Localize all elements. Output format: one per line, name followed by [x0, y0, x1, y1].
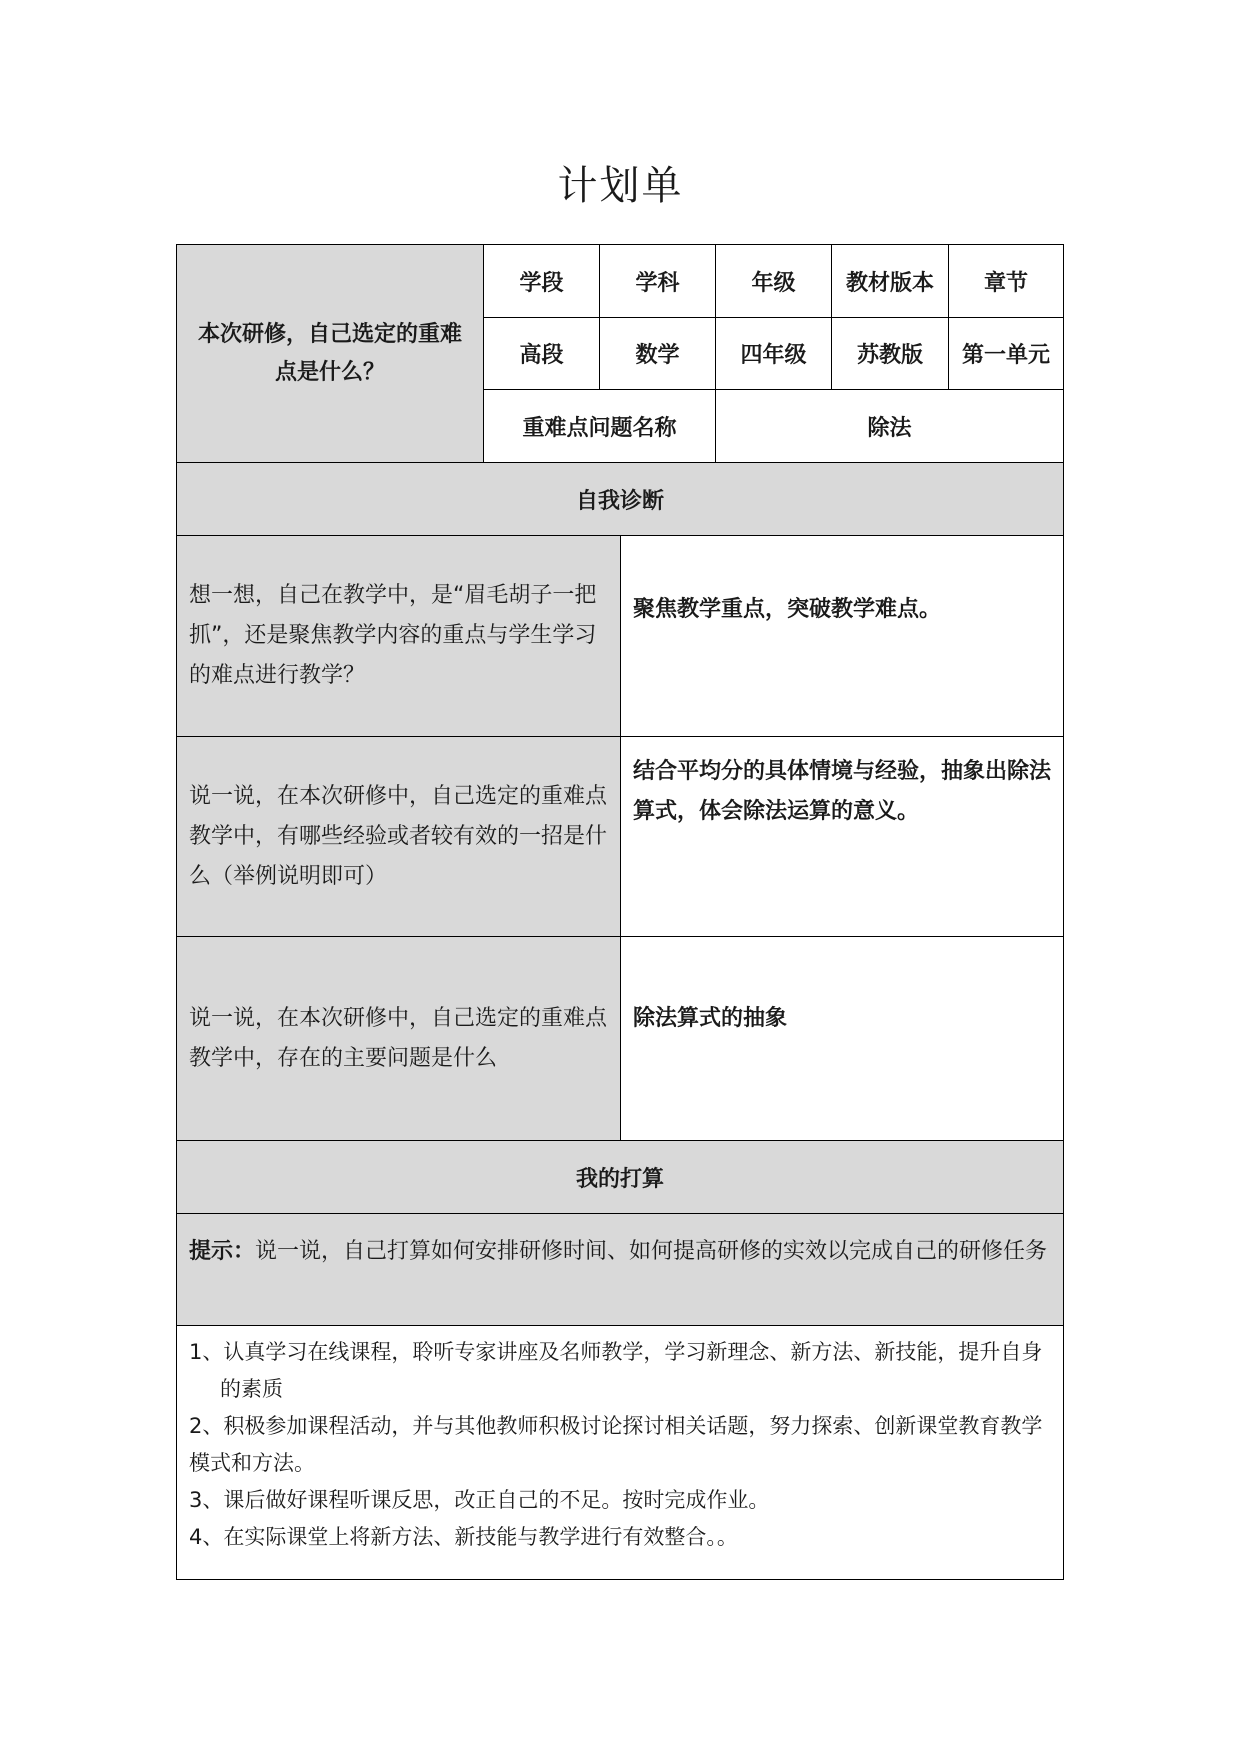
col-label-subject: 学科 — [600, 245, 716, 318]
plan-list — [177, 1326, 1063, 1579]
diagnosis-answer-3 — [621, 937, 1063, 1141]
diagnosis-question-3 — [177, 937, 621, 1141]
header-question — [177, 245, 484, 463]
col-label-chapter: 章节 — [949, 245, 1063, 318]
diagnosis-answer-2 — [621, 737, 1063, 937]
value-stage: 高段 — [484, 318, 600, 390]
header-question-text: 本次研修，自己选定的重难点是什么？ — [197, 321, 462, 385]
list-item: 4、在实际课堂上将新方法、新技能与教学进行有效整合。。 — [189, 1525, 738, 1549]
problem-value: 除法 — [716, 390, 1063, 463]
col-label-stage: 学段 — [484, 245, 600, 318]
value-grade: 四年级 — [716, 318, 832, 390]
list-item: 3、课后做好课程听课反思，改正自己的不足。按时完成作业。 — [189, 1488, 770, 1512]
diagnosis-answer-3-text: 除法算式的抽象 — [633, 1006, 788, 1031]
diagnosis-question-2 — [177, 737, 621, 937]
value-chapter: 第一单元 — [949, 318, 1063, 390]
self-diagnosis-heading: 自我诊断 — [177, 463, 1063, 536]
diagnosis-question-1-text: 想一想，自己在教学中，是“眉毛胡子一把抓”，还是聚焦教学内容的重点与学生学习的难点进行教学？ — [189, 583, 597, 688]
diagnosis-answer-2-text: 结合平均分的具体情境与经验，抽象出除法算式，体会除法运算的意义。 — [633, 759, 1052, 824]
col-label-edition: 教材版本 — [832, 245, 949, 318]
value-subject: 数学 — [600, 318, 716, 390]
plan-hint — [177, 1214, 1063, 1326]
list-item: 2、积极参加课程活动，并与其他教师积极讨论探讨相关话题，努力探索、创新课堂教育教学模式和方法。 — [189, 1414, 1043, 1475]
diagnosis-question-1 — [177, 536, 621, 737]
my-plan-heading: 我的打算 — [177, 1141, 1063, 1214]
plan-hint-text: 说一说，自己打算如何安排研修时间、如何提高研修的实效以完成自己的研修任务 — [255, 1239, 1048, 1264]
page-title: 计划单 — [557, 163, 684, 209]
diagnosis-question-2-text: 说一说，在本次研修中，自己选定的重难点教学中，有哪些经验或者较有效的一招是什么（举例说明即可） — [189, 783, 608, 889]
plan-table — [176, 244, 1064, 1580]
diagnosis-answer-1 — [621, 536, 1063, 737]
diagnosis-answer-1-text: 聚焦教学重点，突破教学难点。 — [633, 597, 942, 622]
plan-hint-label: 提示： — [189, 1239, 256, 1264]
problem-label: 重难点问题名称 — [484, 390, 716, 463]
diagnosis-question-3-text: 说一说，在本次研修中，自己选定的重难点教学中，存在的主要问题是什么 — [189, 1005, 608, 1071]
list-item: 1、认真学习在线课程，聆听专家讲座及名师教学，学习新理念、新方法、新技能，提升自身的素质 — [189, 1340, 1043, 1401]
value-edition: 苏教版 — [832, 318, 949, 390]
col-label-grade: 年级 — [716, 245, 832, 318]
